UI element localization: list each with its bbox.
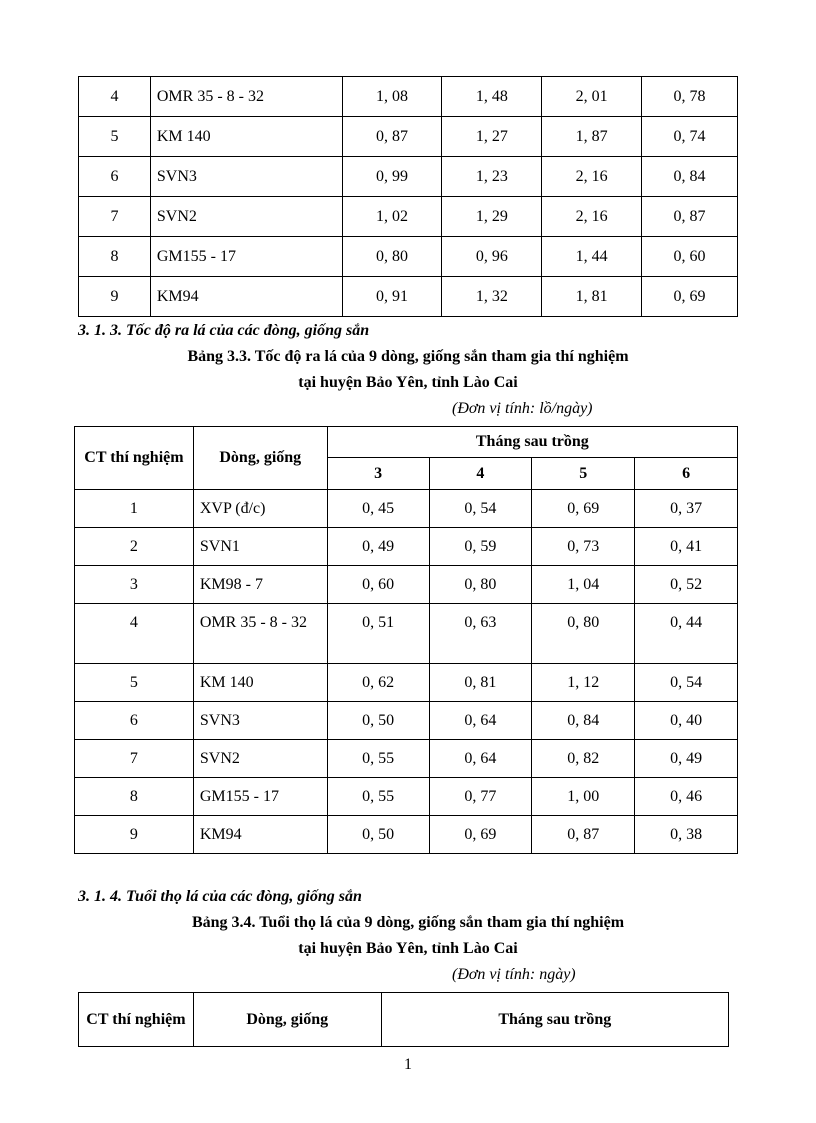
section-heading-3-1-4: 3. 1. 4. Tuổi thọ lá của các đòng, giống sắn: [78, 888, 362, 905]
cell-value: 0, 87: [532, 816, 635, 854]
cell-variety: OMR 35 - 8 - 32: [193, 604, 327, 664]
table-3-4: [78, 992, 729, 1047]
header-ct: CT thí nghiệm: [75, 427, 194, 490]
page-number: 1: [404, 1056, 412, 1073]
cell-value: 1, 29: [442, 197, 542, 237]
cell-ct: 7: [79, 197, 151, 237]
cell-ct: 1: [75, 490, 194, 528]
cell-variety: SVN2: [150, 197, 342, 237]
table-row: [75, 778, 738, 816]
cell-value: 0, 62: [327, 664, 429, 702]
cell-value: 0, 38: [635, 816, 738, 854]
table-row: [79, 157, 738, 197]
cell-value: 1, 02: [342, 197, 442, 237]
cell-value: 0, 69: [429, 816, 532, 854]
cell-value: 1, 04: [532, 566, 635, 604]
table-row: [75, 740, 738, 778]
section-heading-3-1-3: 3. 1. 3. Tốc độ ra lá của các đòng, giống sắn: [78, 322, 370, 339]
table-3-2-continuation: [78, 76, 738, 317]
table-row: [75, 490, 738, 528]
cell-value: 0, 69: [532, 490, 635, 528]
cell-value: 2, 01: [542, 77, 642, 117]
header-month: 6: [635, 458, 738, 490]
cell-value: 0, 46: [635, 778, 738, 816]
table-row: [75, 566, 738, 604]
cell-value: 0, 52: [635, 566, 738, 604]
cell-value: 2, 16: [542, 157, 642, 197]
cell-value: 1, 12: [532, 664, 635, 702]
cell-value: 1, 44: [542, 237, 642, 277]
header-month: 3: [327, 458, 429, 490]
cell-value: 0, 77: [429, 778, 532, 816]
cell-value: 0, 50: [327, 702, 429, 740]
cell-value: 0, 69: [642, 277, 738, 317]
table-3-3-caption-line1: Bảng 3.3. Tốc độ ra lá của 9 dòng, giống sắn tham gia thí nghiệm: [187, 348, 629, 365]
cell-value: 0, 63: [429, 604, 532, 664]
cell-value: 0, 84: [642, 157, 738, 197]
cell-variety: KM 140: [193, 664, 327, 702]
cell-value: 0, 74: [642, 117, 738, 157]
cell-value: 0, 60: [642, 237, 738, 277]
cell-ct: 9: [79, 277, 151, 317]
cell-value: 1, 48: [442, 77, 542, 117]
cell-variety: GM155 - 17: [150, 237, 342, 277]
cell-ct: 8: [75, 778, 194, 816]
table-3-4-unit: (Đơn vị tính: ngày): [452, 966, 576, 983]
cell-value: 0, 91: [342, 277, 442, 317]
cell-variety: SVN3: [193, 702, 327, 740]
header-months-group: Tháng sau trồng: [381, 993, 728, 1047]
table-3-3: [74, 426, 738, 854]
cell-value: 0, 81: [429, 664, 532, 702]
cell-value: 0, 40: [635, 702, 738, 740]
header-variety: Dòng, giống: [193, 993, 381, 1047]
table-row: [75, 702, 738, 740]
cell-variety: KM94: [193, 816, 327, 854]
table-row: [79, 77, 738, 117]
cell-value: 0, 54: [635, 664, 738, 702]
header-month: 5: [532, 458, 635, 490]
table-row: [75, 528, 738, 566]
cell-ct: 4: [75, 604, 194, 664]
cell-value: 0, 59: [429, 528, 532, 566]
header-variety: Dòng, giống: [193, 427, 327, 490]
cell-value: 0, 64: [429, 740, 532, 778]
cell-value: 0, 73: [532, 528, 635, 566]
cell-ct: 6: [75, 702, 194, 740]
header-months-group: Tháng sau trồng: [327, 427, 737, 458]
cell-value: 0, 64: [429, 702, 532, 740]
cell-ct: 2: [75, 528, 194, 566]
cell-ct: 6: [79, 157, 151, 197]
cell-ct: 5: [75, 664, 194, 702]
cell-value: 0, 80: [429, 566, 532, 604]
table-3-3-caption-line2: tại huyện Bảo Yên, tỉnh Lào Cai: [298, 374, 518, 391]
table-row: [75, 604, 738, 664]
cell-value: 0, 41: [635, 528, 738, 566]
cell-value: 0, 82: [532, 740, 635, 778]
table-row: [79, 197, 738, 237]
cell-ct: 3: [75, 566, 194, 604]
header-ct: CT thí nghiệm: [79, 993, 194, 1047]
cell-value: 1, 87: [542, 117, 642, 157]
cell-variety: KM 140: [150, 117, 342, 157]
cell-value: 0, 54: [429, 490, 532, 528]
cell-value: 1, 32: [442, 277, 542, 317]
cell-value: 0, 49: [327, 528, 429, 566]
cell-value: 1, 23: [442, 157, 542, 197]
cell-value: 0, 51: [327, 604, 429, 664]
cell-variety: GM155 - 17: [193, 778, 327, 816]
cell-ct: 5: [79, 117, 151, 157]
cell-value: 1, 08: [342, 77, 442, 117]
cell-variety: SVN1: [193, 528, 327, 566]
cell-value: 0, 87: [342, 117, 442, 157]
table-row: [79, 237, 738, 277]
cell-value: 2, 16: [542, 197, 642, 237]
cell-variety: OMR 35 - 8 - 32: [150, 77, 342, 117]
cell-variety: KM98 - 7: [193, 566, 327, 604]
cell-value: 0, 55: [327, 740, 429, 778]
table-3-4-caption-line2: tại huyện Bảo Yên, tỉnh Lào Cai: [298, 940, 518, 957]
table-row: [75, 664, 738, 702]
table-row: [75, 816, 738, 854]
cell-ct: 4: [79, 77, 151, 117]
cell-ct: 9: [75, 816, 194, 854]
header-month: 4: [429, 458, 532, 490]
cell-value: 0, 99: [342, 157, 442, 197]
cell-variety: XVP (đ/c): [193, 490, 327, 528]
cell-value: 0, 44: [635, 604, 738, 664]
cell-value: 1, 00: [532, 778, 635, 816]
cell-value: 0, 55: [327, 778, 429, 816]
cell-value: 0, 78: [642, 77, 738, 117]
cell-value: 0, 50: [327, 816, 429, 854]
cell-value: 0, 87: [642, 197, 738, 237]
cell-value: 1, 27: [442, 117, 542, 157]
cell-value: 0, 37: [635, 490, 738, 528]
cell-ct: 7: [75, 740, 194, 778]
cell-value: 0, 96: [442, 237, 542, 277]
table-3-3-unit: (Đơn vị tính: lồ/ngày): [452, 400, 593, 417]
cell-value: 0, 49: [635, 740, 738, 778]
cell-variety: SVN3: [150, 157, 342, 197]
table-row: [79, 117, 738, 157]
cell-value: 0, 60: [327, 566, 429, 604]
cell-value: 0, 80: [342, 237, 442, 277]
cell-value: 0, 45: [327, 490, 429, 528]
cell-variety: KM94: [150, 277, 342, 317]
table-3-4-caption-line1: Bảng 3.4. Tuổi thọ lá của 9 dòng, giống sắn tham gia thí nghiệm: [191, 914, 625, 931]
cell-value: 0, 80: [532, 604, 635, 664]
cell-value: 1, 81: [542, 277, 642, 317]
cell-ct: 8: [79, 237, 151, 277]
cell-variety: SVN2: [193, 740, 327, 778]
cell-value: 0, 84: [532, 702, 635, 740]
table-row: [79, 277, 738, 317]
